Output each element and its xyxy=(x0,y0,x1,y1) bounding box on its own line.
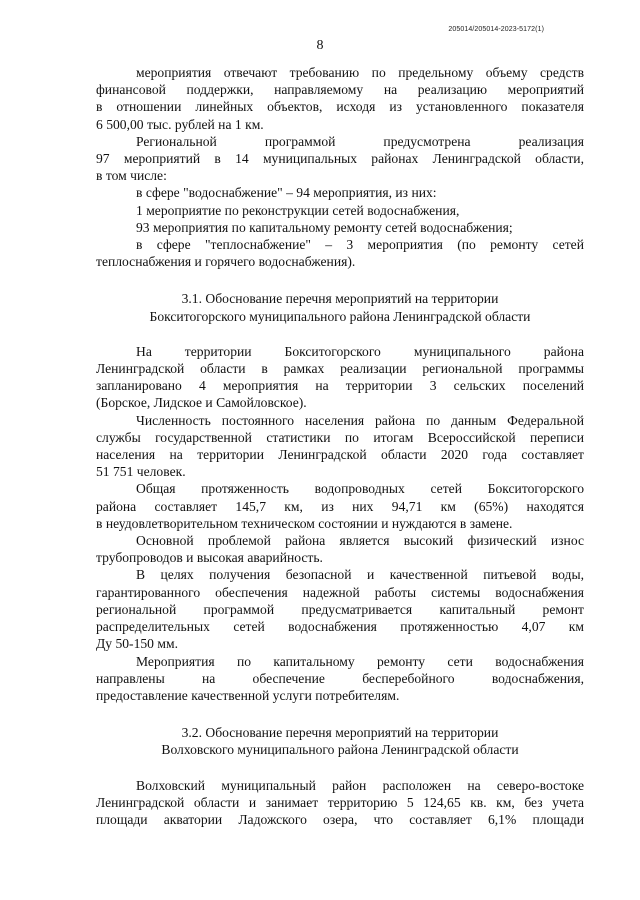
text-line: 51 751 человек. xyxy=(96,464,186,480)
text-line: службы государственной статистики по итогам Всероссийской переписи xyxy=(96,429,584,445)
paragraph-heat-supply xyxy=(96,236,584,270)
text-line: На территории Бокситогорского муниципального района xyxy=(136,343,584,359)
text-line: В целях получения безопасной и качественной питьевой воды, xyxy=(136,567,584,583)
text-line: направлены на обеспечение бесперебойного водоснабжения, xyxy=(96,670,584,686)
text-line: в неудовлетворительном техническом состоянии и нуждаются в замене. xyxy=(96,515,513,531)
text-line: гарантированного обеспечения надежной работы системы водоснабжения xyxy=(96,584,584,600)
paragraph-population xyxy=(96,412,584,481)
text-line: региональной программой предусматривается капитальный ремонт xyxy=(96,601,584,617)
section-heading-3-2 xyxy=(96,724,584,758)
heading-line: Бокситогорского муниципального района Ленинградской области xyxy=(149,308,531,324)
text-line: Мероприятия по капитальному ремонту сети водоснабжения xyxy=(136,653,584,669)
text-line: предоставление качественной услуги потребителям. xyxy=(96,687,400,703)
section-heading-3-1 xyxy=(96,290,584,324)
text-line: площади акватории Ладожского озера, что составляет 6,1% площади xyxy=(96,811,584,827)
text-line: мероприятия отвечают требованию по предельному объему средств xyxy=(136,65,584,80)
paragraph-boksitogorsk-measures xyxy=(96,343,584,412)
paragraph-measures-purpose xyxy=(96,653,584,705)
text-line: Ду 50-150 мм. xyxy=(96,636,178,652)
text-line: в отношении линейных объектов, исходя из установленного показателя xyxy=(96,99,584,115)
text-line: 97 мероприятий в 14 муниципальных районах Ленинградской области, xyxy=(96,151,584,167)
text-line: финансовой поддержки, направляемому на реализацию мероприятий xyxy=(96,82,584,98)
paragraph-funding-limit xyxy=(96,64,584,133)
text-line: теплоснабжения и горячего водоснабжения). xyxy=(96,254,356,270)
text-line: (Борское, Лидское и Самойловское). xyxy=(96,395,307,411)
text-line: Волховский муниципальный район расположен на северо-востоке xyxy=(136,777,584,793)
text-line: распределительных сетей водоснабжения протяженностью 4,07 км xyxy=(96,619,584,635)
text-line: района составляет 145,7 км, из них 94,71 км (65%) находятся xyxy=(96,498,584,514)
text-line: трубопроводов и высокая аварийность. xyxy=(96,550,323,566)
page-number: 8 xyxy=(316,38,324,53)
paragraph-program-summary xyxy=(96,133,584,185)
heading-line: Волховского муниципального района Ленинградской области xyxy=(161,742,519,758)
text-line: Общая протяженность водопроводных сетей Бокситогорского xyxy=(136,481,584,497)
list-item: 93 мероприятия по капитальному ремонту сетей водоснабжения; xyxy=(136,219,513,235)
document-id: 205014/205014-2023-5172(1) xyxy=(448,26,544,33)
text-line: Ленинградской области и занимает территорию 5 124,65 кв. км, без учета xyxy=(96,794,584,810)
paragraph-main-problem xyxy=(96,532,584,566)
document-body xyxy=(96,64,584,828)
list-item: в сфере "водоснабжение" – 94 мероприятия, из них: xyxy=(136,185,437,201)
text-line: Основной проблемой района является высокий физический износ xyxy=(136,533,584,549)
text-line: Численность постоянного населения района по данным Федеральной xyxy=(136,412,584,428)
text-line: в сфере "теплоснабжение" – 3 мероприятия (по ремонту сетей xyxy=(136,237,584,253)
paragraph-repair-goal xyxy=(96,566,584,652)
list-item: 1 мероприятие по реконструкции сетей водоснабжения, xyxy=(136,202,460,218)
text-line: Региональной программой предусмотрена реализация xyxy=(136,133,584,149)
paragraph-volkhov-location xyxy=(96,777,584,829)
text-line: в том числе: xyxy=(96,168,167,184)
heading-line: 3.1. Обоснование перечня мероприятий на территории xyxy=(181,291,499,307)
heading-line: 3.2. Обоснование перечня мероприятий на территории xyxy=(181,725,499,741)
text-line: запланировано 4 мероприятия на территории 3 сельских поселений xyxy=(96,378,584,394)
text-line: населения на территории Ленинградской области 2020 года составляет xyxy=(96,447,584,463)
paragraph-network-length xyxy=(96,480,584,532)
list-water-supply xyxy=(96,184,584,236)
text-line: 6 500,00 тыс. рублей на 1 км. xyxy=(96,116,264,132)
text-line: Ленинградской области в рамках реализации региональной программы xyxy=(96,361,584,377)
